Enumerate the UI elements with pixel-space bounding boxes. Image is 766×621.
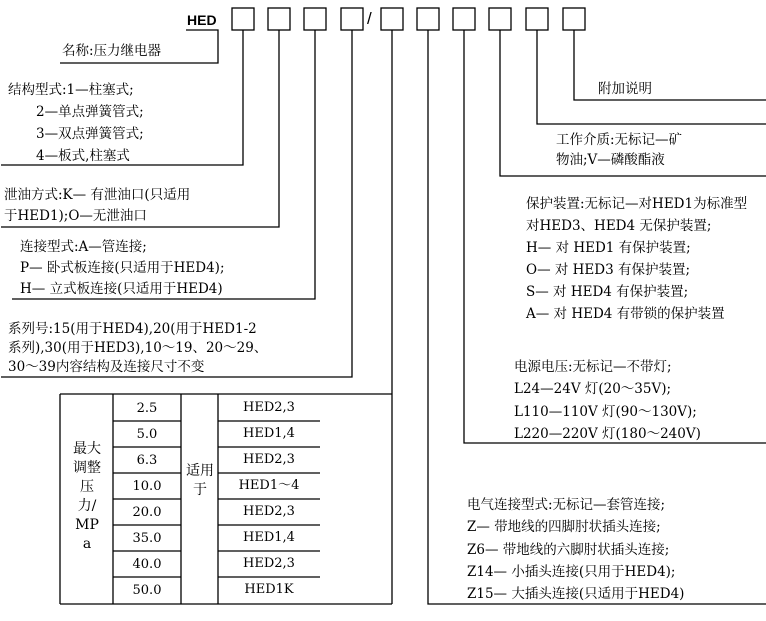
connection-line: 连接型式:A—管连接; (20, 239, 147, 255)
code-prefix: HED (187, 12, 217, 28)
structure-line: 2—单点弹簧管式; (36, 104, 144, 120)
code-box-8 (489, 8, 511, 30)
medium-leader (537, 30, 766, 124)
pressure-cell: 5.0 (136, 427, 158, 442)
protection-line: O— 对 HED3 有保护装置; (526, 262, 691, 278)
structure-line: 结构型式:1—柱塞式; (8, 82, 134, 98)
model-cell: HED2,3 (243, 452, 295, 467)
pressure-cell: 10.0 (132, 479, 162, 494)
code-separator: / (367, 9, 372, 28)
structure-line: 3—双点弹簧管式; (36, 126, 144, 142)
electrical-line: Z14— 小插头连接(只用于HED4); (467, 564, 676, 580)
code-box-10 (563, 8, 585, 30)
code-box-2 (268, 8, 290, 30)
pressure-cell: 50.0 (132, 583, 162, 598)
applies-label: 适用于 (186, 463, 214, 498)
electrical-line: Z— 带地线的四脚肘状插头连接; (467, 519, 661, 535)
series-line: 系列),30(用于HED3),10～19、20～29、 (8, 340, 268, 356)
model-cell: HED2,3 (243, 504, 295, 519)
pressure-cell: 2.5 (136, 401, 158, 416)
code-box-9 (526, 8, 548, 30)
voltage-line: L220—220V 灯(180～240V) (514, 426, 701, 442)
protection-line: 保护装置:无标记—对HED1为标准型 (526, 196, 748, 212)
pressure-cell: 20.0 (132, 505, 162, 520)
code-box-6 (417, 8, 439, 30)
model-cell: HED1～4 (238, 478, 300, 493)
model-cell: HED2,3 (243, 400, 295, 415)
series-line: 30～39内容结构及连接尺寸不变 (8, 359, 205, 375)
electrical-line: Z15— 大插头连接(只适用于HED4) (467, 586, 685, 602)
pressure-cell: 35.0 (132, 531, 162, 546)
drain-line: 泄油方式:K— 有泄油口(只适用 (4, 187, 191, 203)
electrical-line: 电气连接型式:无标记—套管连接; (467, 497, 666, 513)
protection-line: A— 对 HED4 有带锁的保护装置 (526, 306, 725, 322)
connection-line: H— 立式板连接(只适用于HED4) (20, 281, 223, 297)
medium-line: 物油;V—磷酸酯液 (556, 152, 665, 168)
protection-line: S— 对 HED4 有保护装置; (526, 284, 689, 300)
electrical-line: Z6— 带地线的六脚肘状插头连接; (467, 542, 670, 558)
code-box-7 (453, 8, 475, 30)
connection-line: P— 卧式板连接(只适用于HED4); (20, 260, 225, 276)
additional-line: 附加说明 (598, 81, 652, 97)
drain-line: 于HED1);O—无泄油口 (4, 208, 147, 224)
code-box-5 (381, 8, 403, 30)
protection-line: H— 对 HED1 有保护装置; (526, 240, 691, 256)
pressure-cell: 40.0 (132, 557, 162, 572)
structure-line: 4—板式,柱塞式 (36, 148, 130, 164)
voltage-line: 电源电压:无标记—不带灯; (514, 359, 672, 375)
code-box-1 (232, 8, 254, 30)
name-label: 名称:压力继电器 (62, 43, 162, 59)
code-box-4 (341, 8, 363, 30)
model-cell: HED1,4 (243, 426, 295, 441)
protection-line: 对HED3、HED4 无保护装置; (526, 218, 712, 234)
code-box-3 (304, 8, 326, 30)
voltage-line: L24—24V 灯(20～35V); (514, 381, 672, 397)
model-cell: HED2,3 (243, 556, 295, 571)
medium-line: 工作介质:无标记—矿 (556, 132, 683, 148)
voltage-line: L110—110V 灯(90～130V); (514, 404, 697, 420)
pressure-axis-label: 最大调整压力/MPa (73, 441, 101, 552)
model-cell: HED1,4 (243, 530, 295, 545)
pressure-cell: 6.3 (136, 453, 158, 468)
model-cell: HED1K (244, 582, 294, 597)
series-line: 系列号:15(用于HED4),20(用于HED1-2 (8, 321, 257, 337)
